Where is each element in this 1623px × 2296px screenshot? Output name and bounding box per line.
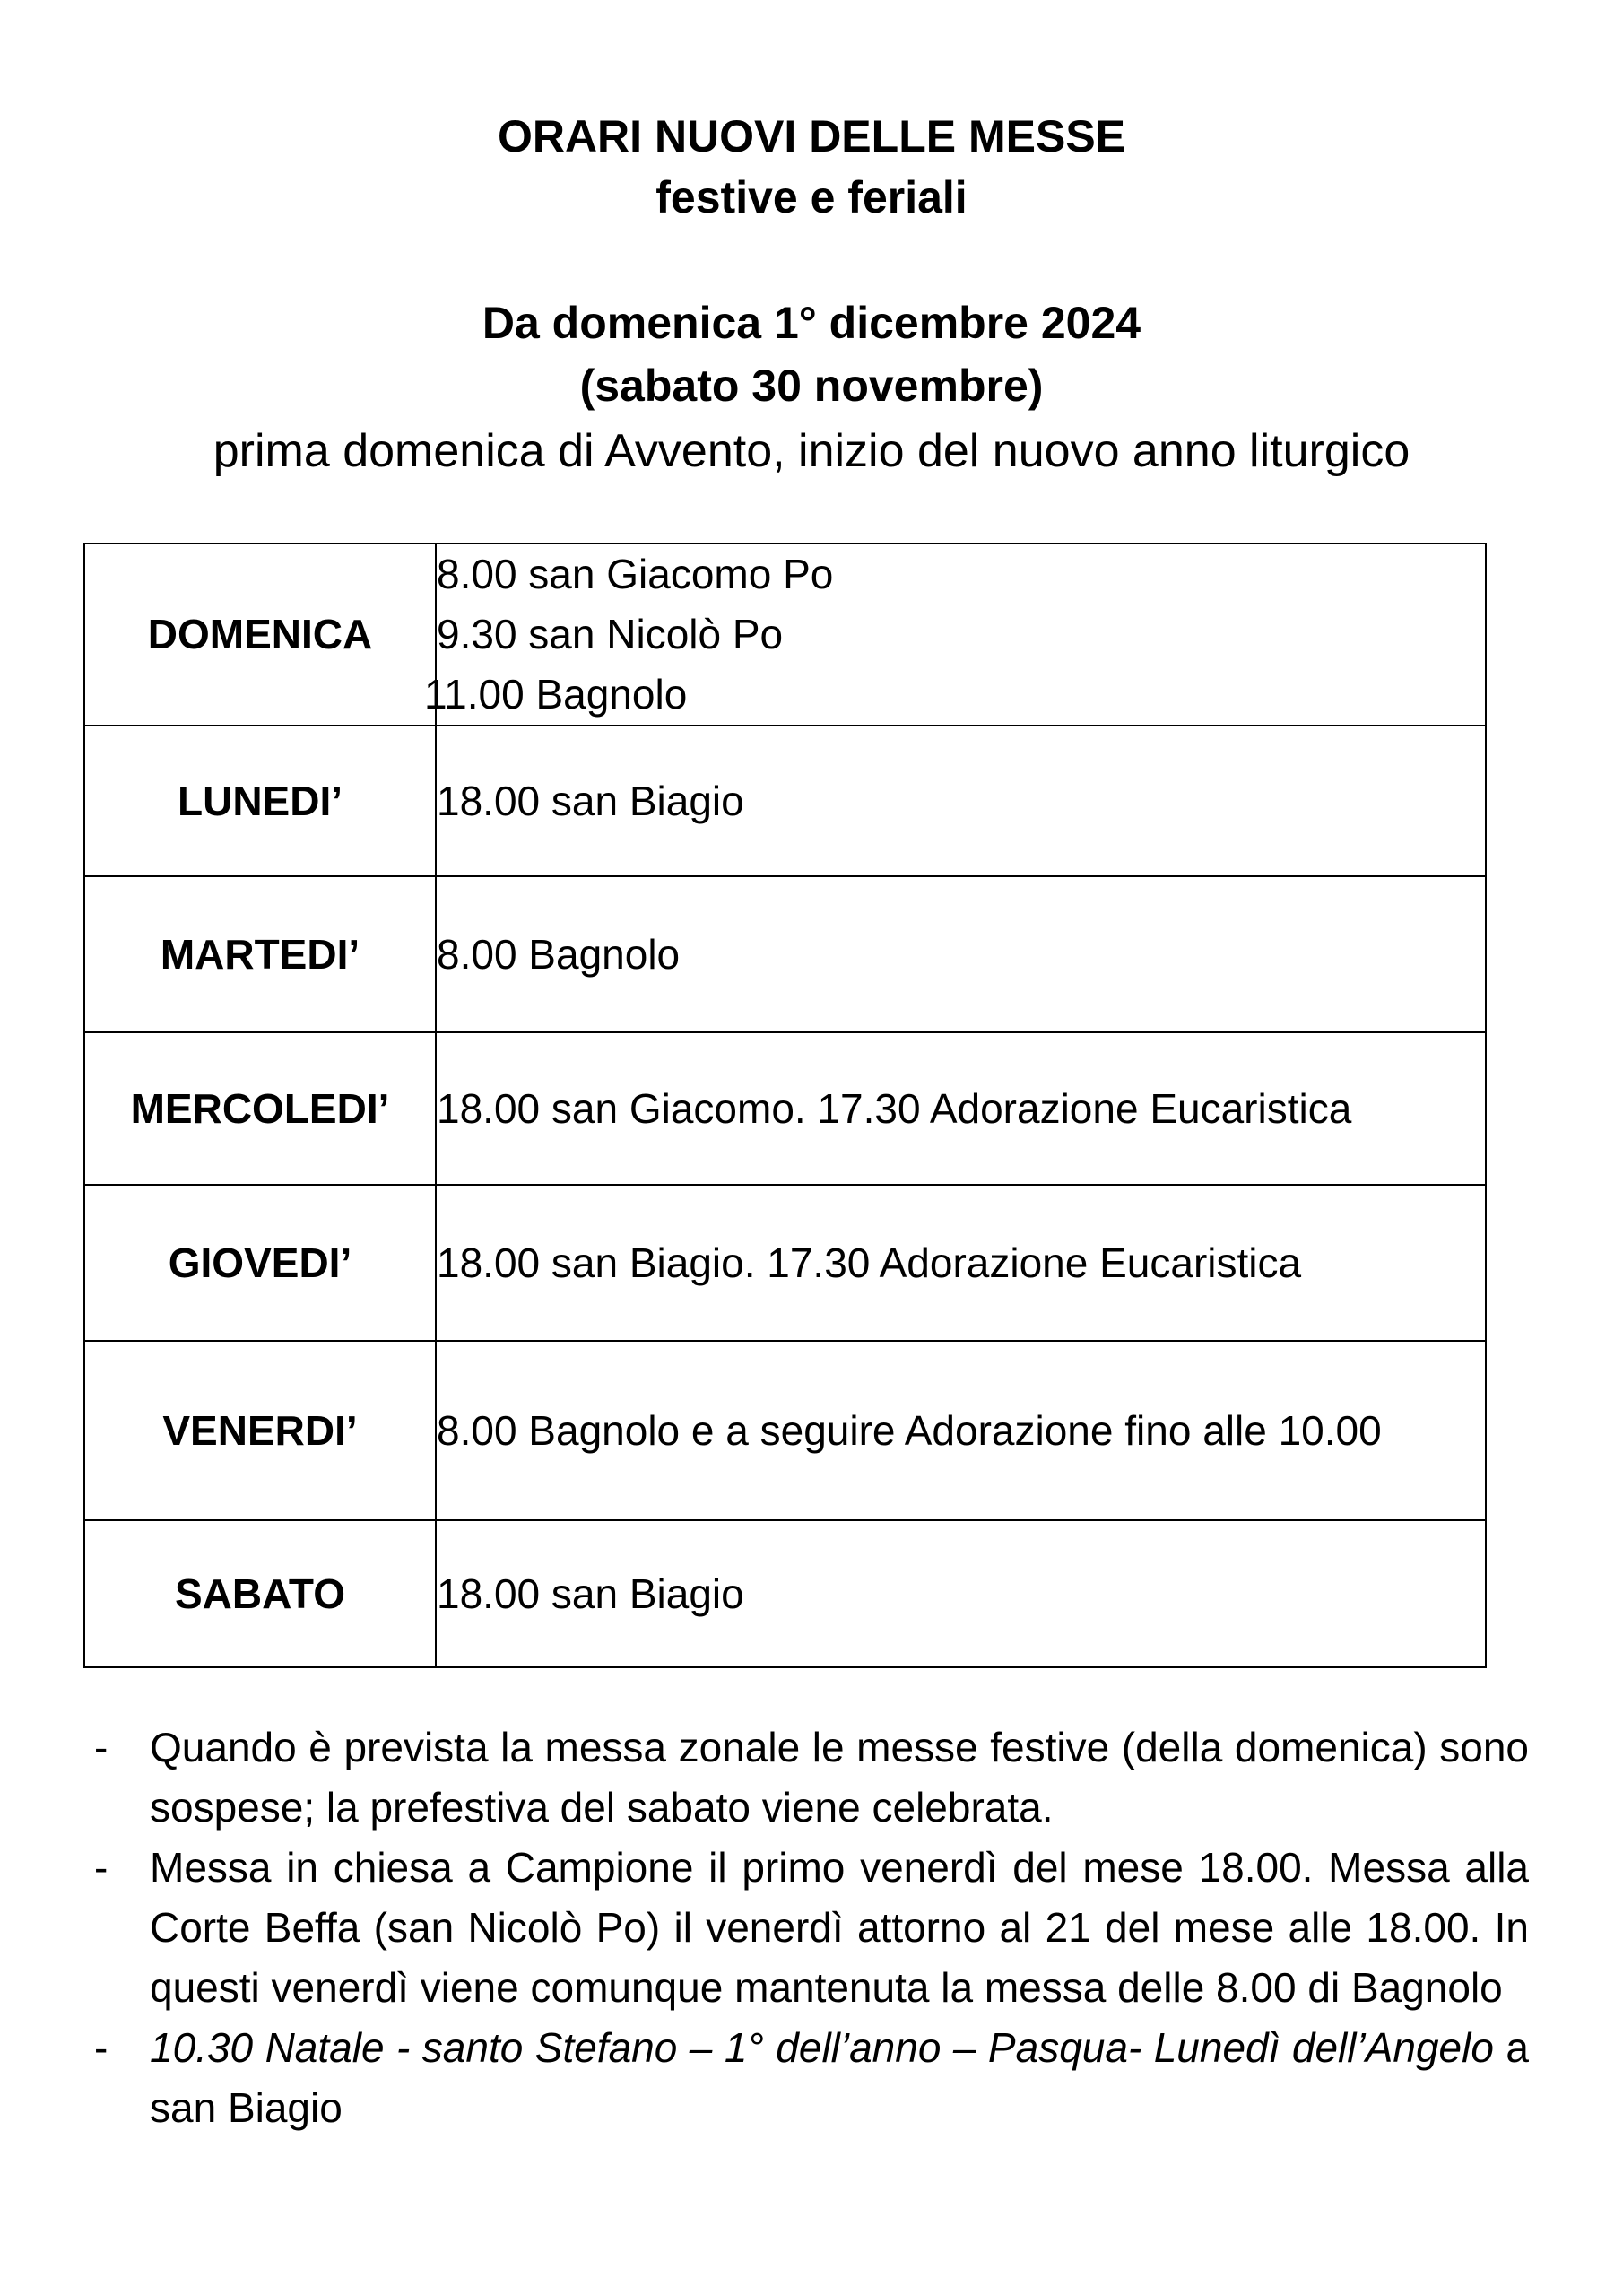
mass-times: 18.00 san Biagio [436,726,1486,876]
bullet-dash: - [94,2024,108,2071]
mass-times: 8.00 Bagnolo [436,876,1486,1032]
mass-times: 18.00 san Giacomo. 17.30 Adorazione Eucaristica [436,1032,1486,1185]
table-row [84,726,1486,876]
mass-times: 8.00 Bagnolo e a seguire Adorazione fino alle 10.00 [436,1341,1486,1520]
mass-time-line: 8.00 san Giacomo Po [437,551,834,597]
day-label: MARTEDI’ [84,876,436,1032]
mass-time-line: 11.00 Bagnolo [424,671,688,718]
table-row [84,876,1486,1032]
day-label: SABATO [84,1520,436,1667]
table-row [84,1032,1486,1185]
date-heading-sub: (sabato 30 novembre) [579,361,1044,411]
table-row [84,544,1486,726]
notes-list [94,1718,1529,2138]
list-item [94,2018,1529,2138]
day-label: GIOVEDI’ [84,1185,436,1341]
mass-time-line: 9.30 san Nicolò Po [437,611,784,657]
note-text-italic: 10.30 Natale - santo Stefano – 1° dell’anno – Pasqua- Lunedì dell’Angelo [150,2024,1494,2071]
date-heading: Da domenica 1° dicembre 2024 [482,298,1141,348]
mass-times [424,544,1486,726]
subtitle: prima domenica di Avvento, inizio del nuovo anno liturgico [213,425,1410,477]
table-row [84,1185,1486,1341]
bullet-dash: - [94,1844,108,1891]
page-title-sub: festive e feriali [655,172,968,222]
table-row [84,1520,1486,1667]
list-item [94,1838,1529,2018]
day-label: VENERDI’ [84,1341,436,1520]
note-text: Quando è prevista la messa zonale le messe festive (della domenica) sono sospese; la prefestiva del sabato viene celebrata. [150,1724,1529,1831]
list-item [94,1718,1529,1838]
mass-schedule-table [83,543,1487,1668]
day-label: LUNEDI’ [84,726,436,876]
day-label: MERCOLEDI’ [84,1032,436,1185]
note-text: Messa in chiesa a Campione il primo venerdì del mese 18.00. Messa alla Corte Beffa (san Nicolò Po) il venerdì attorno al 21 del mese alle 18.00. In questi venerdì viene comunque mantenuta la messa delle 8.00 di Bagnolo [150,1844,1529,2011]
table-row [84,1341,1486,1520]
note-text: a san Biagio [150,2024,1529,2131]
page-title: ORARI NUOVI DELLE MESSE [497,111,1126,161]
bullet-dash: - [94,1724,108,1770]
day-label: DOMENICA [84,544,436,726]
mass-times: 18.00 san Biagio [436,1520,1486,1667]
mass-times: 18.00 san Biagio. 17.30 Adorazione Eucaristica [436,1185,1486,1341]
